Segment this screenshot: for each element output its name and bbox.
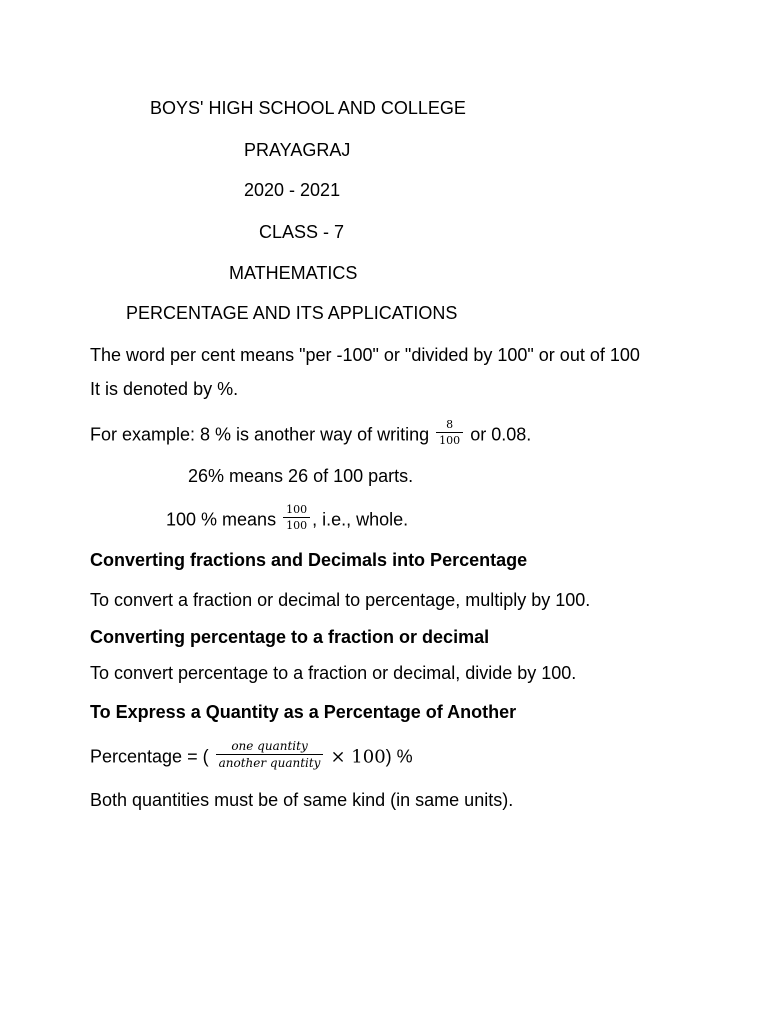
class-label: CLASS - 7	[259, 222, 345, 242]
subject-title: MATHEMATICS	[229, 263, 358, 283]
example-suffix: or 0.08.	[470, 424, 532, 445]
section-heading-fractions-to-percentage: Converting fractions and Decimals into Percentage	[90, 550, 528, 570]
denoted-text: It is denoted by %.	[90, 379, 239, 399]
percentage-formula	[90, 739, 413, 773]
school-name: BOYS' HIGH SCHOOL AND COLLEGE	[150, 98, 466, 118]
example-line-3	[166, 503, 409, 535]
formula-times-100: × 100	[330, 746, 386, 768]
example-line-1	[90, 418, 532, 450]
session-year: 2020 - 2021	[244, 180, 341, 200]
section-heading-express-quantity: To Express a Quantity as a Percentage of Another	[90, 702, 517, 722]
section-heading-percentage-to-fraction: Converting percentage to a fraction or decimal	[90, 627, 490, 647]
section-text-multiply: To convert a fraction or decimal to percentage, multiply by 100.	[90, 590, 591, 610]
example-prefix: For example: 8 % is another way of writing	[90, 424, 430, 445]
fraction-numerator: 8	[436, 418, 463, 433]
formula-suffix: ) %	[385, 746, 413, 767]
units-note: Both quantities must be of same kind (in same units).	[90, 790, 514, 810]
topic-title: PERCENTAGE AND ITS APPLICATIONS	[126, 303, 458, 323]
fraction-numerator: 100	[283, 503, 310, 518]
section-text-divide: To convert percentage to a fraction or decimal, divide by 100.	[90, 663, 577, 683]
definition-text: The word per cent means "per -100" or "divided by 100" or out of 100	[90, 345, 640, 365]
example-line-2: 26% means 26 of 100 parts.	[188, 466, 414, 486]
fraction-denominator: another quantity	[218, 756, 321, 770]
fraction-numerator: one quantity	[216, 739, 324, 755]
fraction-denominator: 100	[286, 519, 308, 532]
fraction-100-over-100	[283, 503, 310, 532]
formula-prefix: Percentage = (	[90, 746, 209, 767]
example-3-prefix: 100 % means	[166, 509, 277, 530]
fraction-quantity-ratio	[216, 739, 324, 770]
example-3-suffix: , i.e., whole.	[312, 509, 409, 530]
city-name: PRAYAGRAJ	[244, 140, 351, 160]
fraction-denominator: 100	[439, 434, 461, 447]
fraction-8-over-100	[436, 418, 463, 447]
